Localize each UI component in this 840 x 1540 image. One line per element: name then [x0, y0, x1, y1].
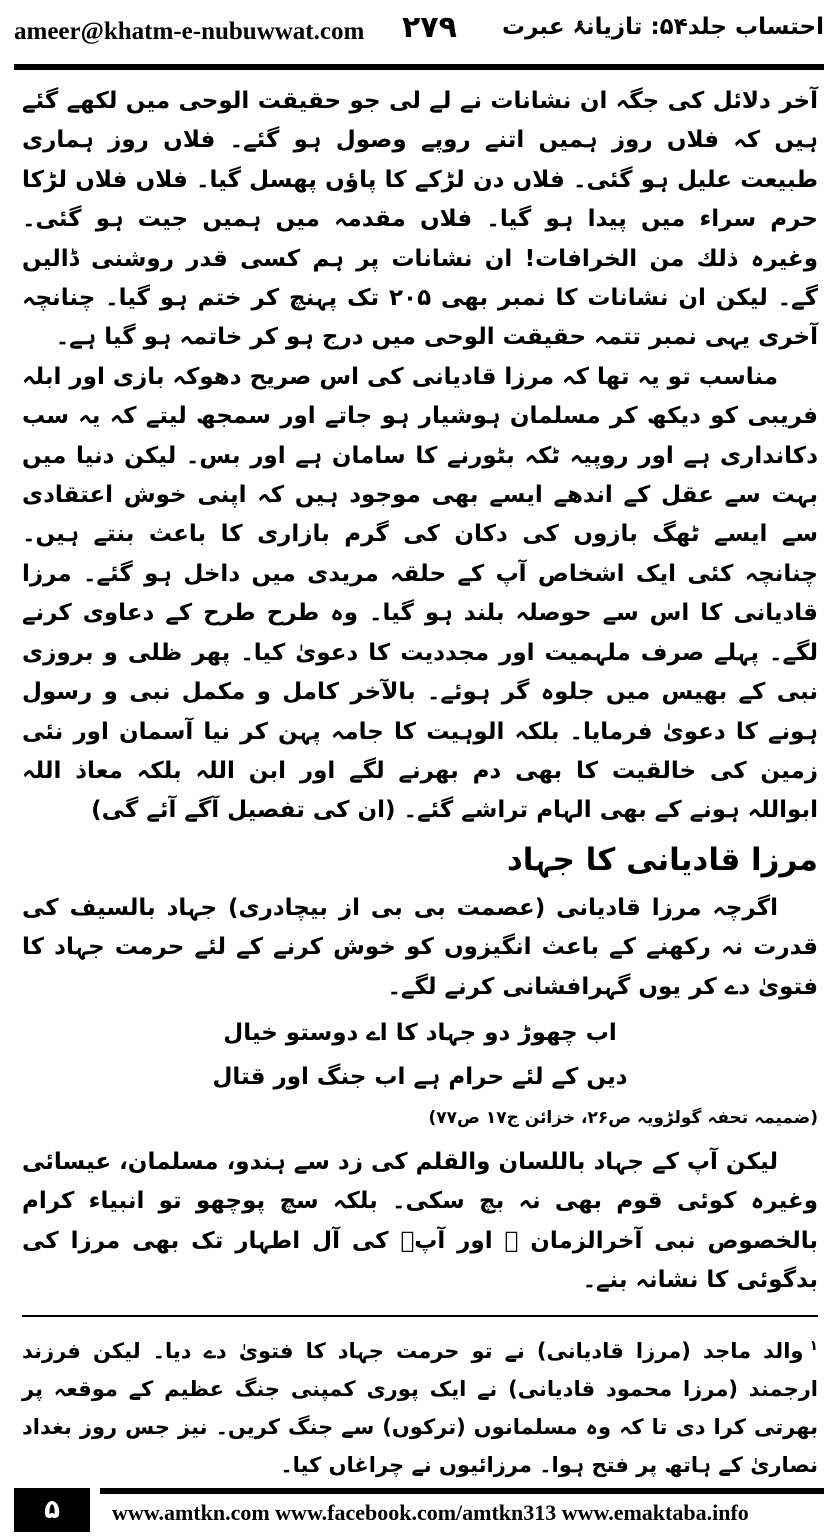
booklet-number-box: ۵: [14, 1488, 90, 1532]
paragraph-2: مناسب تو یہ تھا کہ مرزا قادیانی کی اس صریح دھوکہ بازی اور ابلہ فریبی کو دیکھ کر مسلمان ہوشیار ہو جاتے اور سمجھ لیتے کہ یہ سب دکانداری ہے اور روپیہ ٹکہ بٹورنے کا سامان ہے اور بس۔ لیکن دنیا میں بہت سے عقل کے اندھے ایسے بھی موجود ہیں کہ اپنی خوش اعتقادی سے ایسے ٹھگ بازوں کی دکان کی گرم بازاری کا باعث بنتے ہیں۔ چنانچہ کئی ایک اشخاص آپ کے حلقہ مریدی میں داخل ہو گئے۔ مرزا قادیانی کا اس سے حوصلہ بلند ہو گیا۔ وہ طرح طرح کے دعاوی کرنے لگے۔ پہلے صرف ملہمیت اور مجددیت کا دعویٰ کیا۔ پھر ظلی و بروزی نبی کے بھیس میں جلوہ گر ہوئے۔ بالآخر کامل و مکمل نبی و رسول ہونے کا دعویٰ فرمایا۔ بلکہ الوہیت کا جامہ پہن کر نیا آسمان اور نئی زمین کی خالقیت کا بھی دم بھرنے لگے اور ابن اللہ بلکہ معاذ اللہ ابواللہ ہونے کے بھی الہام تراشے گئے۔ (ان کی تفصیل آگے آئے گی): [22, 363, 818, 824]
page-number: ۲۷۹: [402, 10, 457, 45]
footnote-marker: ۱: [809, 1337, 818, 1354]
poem-line-1: اب چھوڑ دو جہاد کا اے دوستو خیال: [223, 1019, 617, 1046]
page-header: [14, 4, 824, 56]
section-heading: مرزا قادیانی کا جہاد: [506, 841, 818, 878]
paragraph-1: آخر دلائل کی جگہ ان نشانات نے لے لی جو حقیقت الوحی میں لکھے گئے ہیں کہ فلاں روز ہمیں اتنے روپے وصول ہو گئے۔ فلاں روز ہماری طبیعت علیل ہو گئی۔ فلاں دن لڑکے کا پاؤں پھسل گیا۔ فلاں فلاں لڑکا حرم سراء میں پیدا ہو گیا۔ فلاں مقدمہ میں ہمیں جیت ہو گئی۔ وغیرہ ذلك من الخرافات! ان نشانات پر ہم کسی قدر روشنی ڈالیں گے۔ لیکن ان نشانات کا نمبر بھی ۲۰۵ تک پہنچ کر ختم ہو گیا۔ چنانچہ آخری یہی نمبر تتمہ حقیقت الوحی میں درج ہو کر خاتمہ ہو گیا ہے۔: [22, 88, 818, 351]
paragraph-4: لیکن آپ کے جہاد باللسان والقلم کی زد سے ہندو، مسلمان، عیسائی وغیرہ کوئی قوم بھی نہ بچ سکی۔ بلکہ سچ پوچھو تو انبیاء کرام بالخصوص نبی آخرالزمان ﷺ اور آپؐ کی آل اطہار تک بھی مرزا کی بدگوئی کا نشانہ بنے۔: [22, 1148, 818, 1294]
footer-divider: [100, 1488, 824, 1494]
footnote-divider: [22, 1315, 818, 1317]
footer-links[interactable]: www.amtkn.com www.facebook.com/amtkn313 www.emaktaba.info: [112, 1500, 749, 1525]
paragraph-3: اگرچہ مرزا قادیانی (عصمت بی بی از بیچادری) جہاد بالسیف کی قدرت نہ رکھنے کے باعث انگیزوں کو خوش کرنے کے لئے حرمت جہاد کا فتویٰ دے کر یوں گہرافشانی کرنے لگے۔: [22, 894, 818, 1000]
header-email: ameer@khatm-e-nubuwwat.com: [14, 18, 365, 45]
footnote: [22, 1327, 818, 1484]
poem-line-2: دیں کے لئے حرام ہے اب جنگ اور قتال: [212, 1063, 628, 1090]
page-body: [22, 82, 818, 1484]
footnote-text: والد ماجد (مرزا قادیانی) نے تو حرمت جہاد کا فتویٰ دے دیا۔ لیکن فرزند ارجمند (مرزا محمود قادیانی) نے ایک پوری کمپنی جنگ عظیم کے موقعہ پر بھرتی کرا دی تا کہ وہ مسلمانوں (ترکوں) سے جنگ کریں۔ نیز جس روز بغداد نصاریٰ کے ہاتھ پر فتح ہوا۔ مرزائیوں نے چراغاں کیا۔: [22, 1338, 818, 1477]
poem: [22, 1011, 818, 1099]
header-divider: [14, 64, 824, 70]
book-title: احتساب جلد۵۴: تازیانۂ عبرت: [502, 14, 824, 40]
citation-reference: (ضمیمہ تحفہ گولڑویہ ص۲۶، خزائن ج۱۷ ص۷۷): [428, 1107, 818, 1128]
